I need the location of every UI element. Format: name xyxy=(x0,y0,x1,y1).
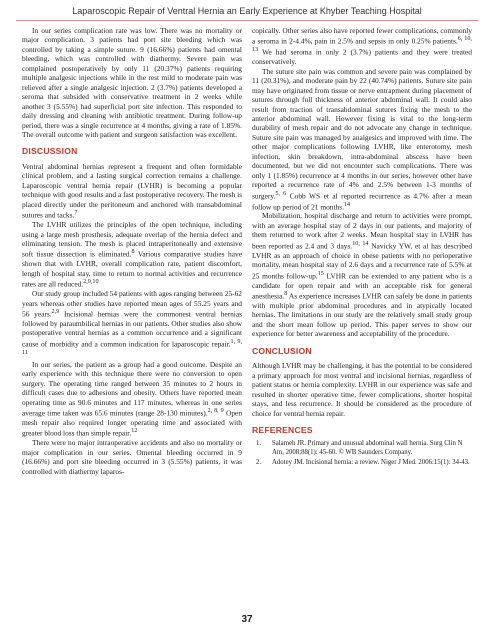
body-paragraph xyxy=(22,438,242,476)
section-heading-references: REFERENCES xyxy=(252,424,313,435)
reference-number: 1. xyxy=(256,440,262,448)
paragraph-text: Mobilization, hospital discharge and return to activities were prompt, with an average hospital stay of 2 days in our patients, and majority of them returned to work after 2 weeks. Mean hospital stay in LVHR has been reported as 2.4 and 3 days. xyxy=(252,211,472,251)
reference-list xyxy=(252,440,472,467)
paragraph-text: Cobb WS et al reported recurrence as 4.7% after a mean follow up period of 21 months. xyxy=(252,191,472,212)
header-divider xyxy=(16,20,478,21)
paragraph-text: Open mesh repair also required longer operating time and associated with greater blood loss than simple repair. xyxy=(22,408,243,438)
paragraph-text: The LVHR utilizes the principles of the open technique, including using a large mesh prosthesis, adequate overlap of the hernia defect and eliminating tension. The mesh is placed intraperitoneally and extensive soft tissue dissection is eliminated. xyxy=(22,220,242,259)
citation: 10, 14 xyxy=(352,240,369,247)
citation: 8 xyxy=(131,249,135,256)
page-number: 37 xyxy=(241,614,253,625)
paragraph-text: Incisional hernias were the commonest ventral hernias followed by paraumbilical hernias in our patients. Other studies also show postoperative ventral hernias as a common occurrence and a significant cause of morbidity and a common indication for laparoscopic repair. xyxy=(22,309,242,349)
body-paragraph xyxy=(22,360,242,439)
reference-text: Adotey JM. Incisional hernia: a review. Niger J Med. 2006:15(1): 34-43. xyxy=(272,458,470,466)
paragraph-text: Various comparative studies have shown that with LVHR, overall complication rate, patient discomfort, length of hospital stay, time to return to normal activities and recurrence rates are all reduced. xyxy=(22,249,243,289)
body-paragraph xyxy=(252,26,472,67)
citation: 5, 6 xyxy=(275,190,287,197)
reference-item xyxy=(252,459,472,468)
body-paragraph xyxy=(22,26,242,139)
citation: 1, 9, 11 xyxy=(22,338,242,356)
body-paragraph xyxy=(252,67,472,212)
citation: 2,9 xyxy=(51,309,60,316)
paragraph-text: Our study group included 54 patients with ages ranging between 25-62 years whereas other studies have reported mean ages of 55.25 years and 56 years. xyxy=(22,289,242,319)
left-column xyxy=(22,26,242,476)
reference-number: 2. xyxy=(256,458,262,466)
section-heading-discussion: DISCUSSION xyxy=(22,146,78,157)
citation: 6, 10, 13 xyxy=(252,36,473,54)
paragraph-text: We had seroma in only 2 (3.7%) patients and they were treated conservatively. xyxy=(252,47,472,67)
running-header: Laparoscopic Repair of Ventral Hernia an Early Experience at Khyber Teaching Hospital xyxy=(72,6,422,16)
paragraph-text: copically. Other series also have reported fewer complications, commonly a seroma in 2-4.4%, pain in 2.5% and sepsis in only 0.25% patients. xyxy=(252,26,472,46)
citation: 8 xyxy=(284,291,288,298)
citation: 7 xyxy=(74,210,78,217)
paragraph-text: Navicky YW, et al has described LVHR as an approach of choice in obese patients with no perioperative mortality, mean hospital stay of 2.6 days and a recurrence rate of 5.5% at 25 months follow-up. xyxy=(252,241,473,281)
reference-item xyxy=(252,440,472,457)
body-paragraph xyxy=(22,220,242,289)
paragraph-text: In our series complication rate was low. There was no mortality or major complication. 3 patients had port site bleeding which was controlled by taking a simple suture. 9 (16.66%) patients had omental bleeding, which was controlled with diathermy. Severe pain was complained postoperatively by only 11 (20.37%) patients requiring multiple analgesic injections while in the rest mild to moderate pain was relieved after a single analgesic injection. 2 (3.7%) patients developed a seroma that subsided with conservative treatment in 2 weeks while another 3 (5.55%) had superficial port site infection. This responded to daily dressing and cleaning with antibiotic treatment. During follow-up period, there was a single recurrence at 4 months, giving a rate of 1.85%. The overall outcome with patient and surgeon satisfaction was excellent. xyxy=(22,26,242,139)
citation: 15 xyxy=(317,270,324,277)
paragraph-text: LVHR can be extended to any patient who is a candidate for open repair and with an acceptable risk for general anesthesia. xyxy=(252,271,472,301)
section-heading-conclusion: CONCLUSION xyxy=(252,345,312,356)
body-paragraph xyxy=(22,289,242,360)
paragraph-text: There were no major intraoperative accidents and also no mortality or major complication in our series. Omental bleeding occurred in 9 (16.66%) and port site bleeding occurred in 3 (5.55%) patients, it was controlled with diathermy laparos- xyxy=(22,438,242,476)
citation: 12 xyxy=(131,428,138,435)
right-column xyxy=(252,26,472,468)
paragraph-text: The suture site pain was common and severe pain was complained by 11 (20.31%), and moderate pain by 22 (40.74%) patients. Suture site pain may have originated from tissue or nerve entrapment during placement of sutures through full thickness of anterior abdominal wall. It could also result from traction of transabdominal sutures fixing the mesh to the anterior abdominal wall. However fixing is vital to the long-term durability of mesh repair and do not advocate any change in technique. Suture site pain was managed by analgesics and improved with time. The other major complications following LVHR, like enterotomy, mesh infection, skin breakdown, intra-abdominal abscess have been documented, but we did not encounter such complications. There was only 1 (1.85%) recurrence at 4 months in our series, however other have reported a recurrence rate of 4% and 2.5% between 1-3 months of surgery. xyxy=(252,66,472,201)
citation: 2,9,10 xyxy=(83,279,99,286)
citation: 2, 8, 9 xyxy=(207,408,224,415)
paragraph-text: As experience increases LVHR can safely be done in patients with multiple prior abdominal procedures and in atypically located hernias. The limitations in our study are the relatively small study group and the short mean follow up period. This paper serves to show our experience for better awareness and acceptability of the procedure. xyxy=(252,291,472,339)
paragraph-text: Although LVHR may be challenging, it has the potential to be considered a primary approach for most ventral and incisional hernias, regardless of patient status or hernia complexity. LVHR in our experience was safe and resulted in shorter operative time, fewer complications, shorter hospital stays, and less recurrence. It should be considered as the procedure of choice for ventral hernia repair. xyxy=(252,361,472,418)
body-paragraph xyxy=(252,361,472,418)
body-paragraph xyxy=(22,162,242,220)
citation: 14 xyxy=(343,201,351,208)
paragraph-text: In our series, the patient as a group had a good outcome. Despite an early experience with this technique there were no conversion to open surgery. The operating time ranged between 35 minutes to 2 hours in difficult cases due to adhesions and obesity. Others have reported mean operating time as 90.6 minutes and 117 minutes, whereas in one series average time taken was 65.6 minutes (range 28-130 minutes). xyxy=(22,359,242,418)
paragraph-text: Ventral abdominal hernias represent a frequent and often formidable clinical problem, and a lasting surgical correction remains a challenge. Laparoscopic ventral hernia repair (LVHR) is becoming a popular technique with good results and a fast postoperative recovery. The mesh is placed directly under the peritoneum and anchored with transabdominal sutures and tacks. xyxy=(22,161,242,220)
reference-text: Salameh JR. Primary and unusual abdominal wall hernia. Surg Clin N Am, 2008;88(1): 45-60. © WB Saunders Company. xyxy=(272,440,463,456)
body-paragraph xyxy=(252,211,472,338)
